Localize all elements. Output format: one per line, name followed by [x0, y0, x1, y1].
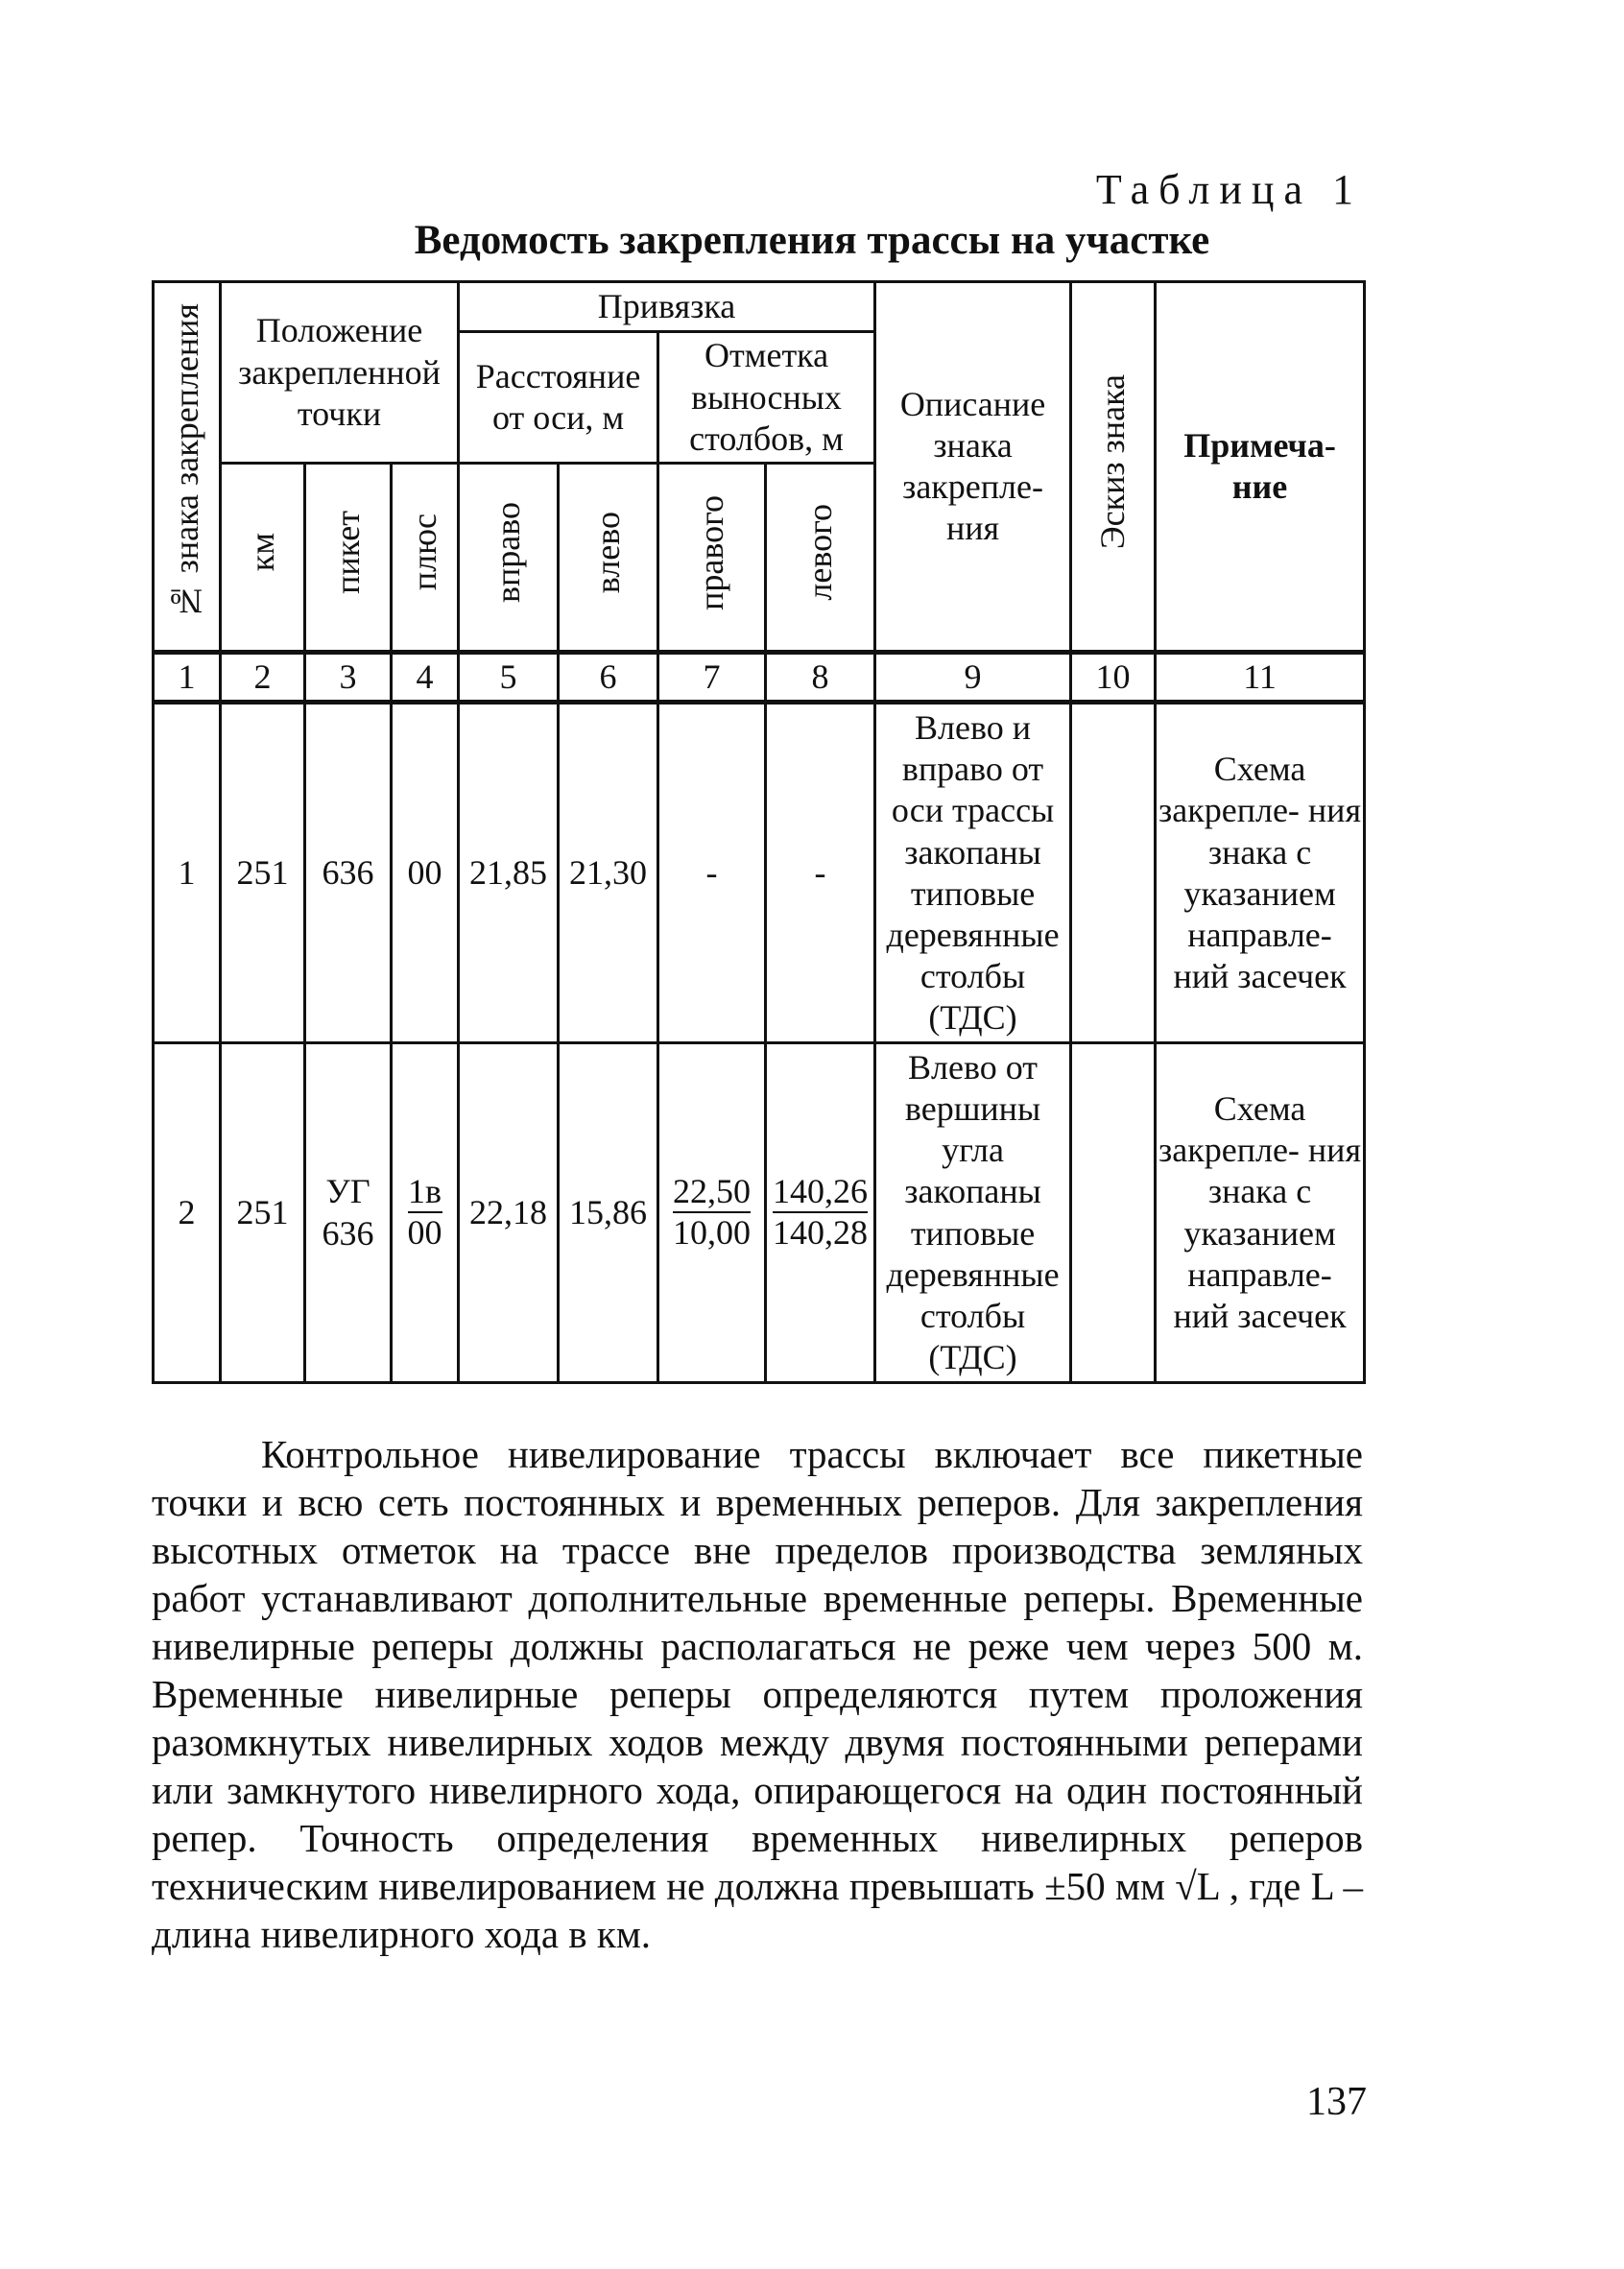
header-position: Положение закрепленной точки	[221, 282, 459, 464]
body-paragraph: Контрольное нивелирование трассы включает все пикетные точки и всю сеть постоянных и временных реперов. Для закрепления высотных отметок на трассе вне пределов производства земляных работ устанавливают дополнительные временные реперы. Временные нивелирные реперы должны располагаться не реже чем через 500 м. Временные нивелирные реперы определяются путем проложения разомкнутых нивелирных ходов между двумя постоянными реперами или замкнутого нивелирного хода, опирающегося на один постоянный репер. Точность определения временных нивелирных реперов техническим нивелированием не должна превышать ±50 мм √L , где L – длина нивелирного хода в км.	[152, 1432, 1363, 1956]
left-post-bottom: 140,28	[773, 1213, 869, 1253]
column-number: 10	[1071, 652, 1156, 702]
cell-piket: 636	[305, 703, 392, 1043]
table-row	[154, 1043, 1365, 1383]
header-distance: Расстояние от оси, м	[459, 332, 658, 464]
header-description: Описание знака закрепле- ния	[875, 282, 1071, 653]
column-number: 7	[658, 652, 766, 702]
header-right-post: правого	[658, 464, 766, 653]
column-number: 8	[766, 652, 875, 702]
column-number: 4	[392, 652, 459, 702]
header-binding: Привязка	[459, 282, 875, 332]
header-right: вправо	[459, 464, 559, 653]
cell-right: 22,18	[459, 1043, 559, 1383]
cell-description: Влево и вправо от оси трассы закопаны типовые деревянные столбы (ТДС)	[875, 703, 1071, 1043]
header-plus: плюс	[392, 464, 459, 653]
cell-plus: 00	[392, 703, 459, 1043]
cell-plus	[392, 1043, 459, 1383]
header-piket: пикет	[305, 464, 392, 653]
cell-left-post	[766, 1043, 875, 1383]
header-mark: Отметка выносных столбов, м	[658, 332, 875, 464]
piket-prefix: УГ	[325, 1172, 370, 1211]
right-post-bottom: 10,00	[673, 1213, 752, 1253]
column-number: 3	[305, 652, 392, 702]
body-text	[152, 1430, 1363, 1958]
cell-km: 251	[221, 703, 305, 1043]
column-number: 1	[154, 652, 221, 702]
table-title: Ведомость закрепления трассы на участке	[414, 218, 1210, 263]
header-km: км	[221, 464, 305, 653]
cell-sketch	[1071, 703, 1156, 1043]
header-sketch: Эскиз знака	[1071, 282, 1156, 653]
page-number: 137	[1306, 2080, 1367, 2124]
right-post-top: 22,50	[673, 1172, 751, 1213]
cell-left: 15,86	[559, 1043, 658, 1383]
column-number: 2	[221, 652, 305, 702]
cell-right-post: -	[658, 703, 766, 1043]
column-number: 5	[459, 652, 559, 702]
column-number: 9	[875, 652, 1071, 702]
table-label: Таблица 1	[1095, 166, 1363, 213]
cell-left-post: -	[766, 703, 875, 1043]
cell-number: 2	[154, 1043, 221, 1383]
header-number: № знака закрепления	[154, 282, 221, 653]
cell-note: Схема закрепле- ния знака с указанием направле- ний засечек	[1156, 1043, 1365, 1383]
piket-value: 636	[322, 1213, 374, 1253]
cell-number: 1	[154, 703, 221, 1043]
header-left-post: левого	[766, 464, 875, 653]
cell-left: 21,30	[559, 703, 658, 1043]
header-left: влево	[559, 464, 658, 653]
cell-piket	[305, 1043, 392, 1383]
plus-bottom: 00	[407, 1213, 442, 1253]
cell-note: Схема закрепле- ния знака с указанием направле- ний засечек	[1156, 703, 1365, 1043]
survey-table	[152, 280, 1366, 1384]
plus-top: 1в	[408, 1172, 442, 1213]
cell-right-post	[658, 1043, 766, 1383]
left-post-top: 140,26	[773, 1172, 868, 1213]
cell-km: 251	[221, 1043, 305, 1383]
cell-right: 21,85	[459, 703, 559, 1043]
header-note: Примеча- ние	[1156, 282, 1365, 653]
cell-description: Влево от вершины угла закопаны типовые деревянные столбы (ТДС)	[875, 1043, 1071, 1383]
column-number: 6	[559, 652, 658, 702]
cell-sketch	[1071, 1043, 1156, 1383]
table-row	[154, 703, 1365, 1043]
column-number: 11	[1156, 652, 1365, 702]
